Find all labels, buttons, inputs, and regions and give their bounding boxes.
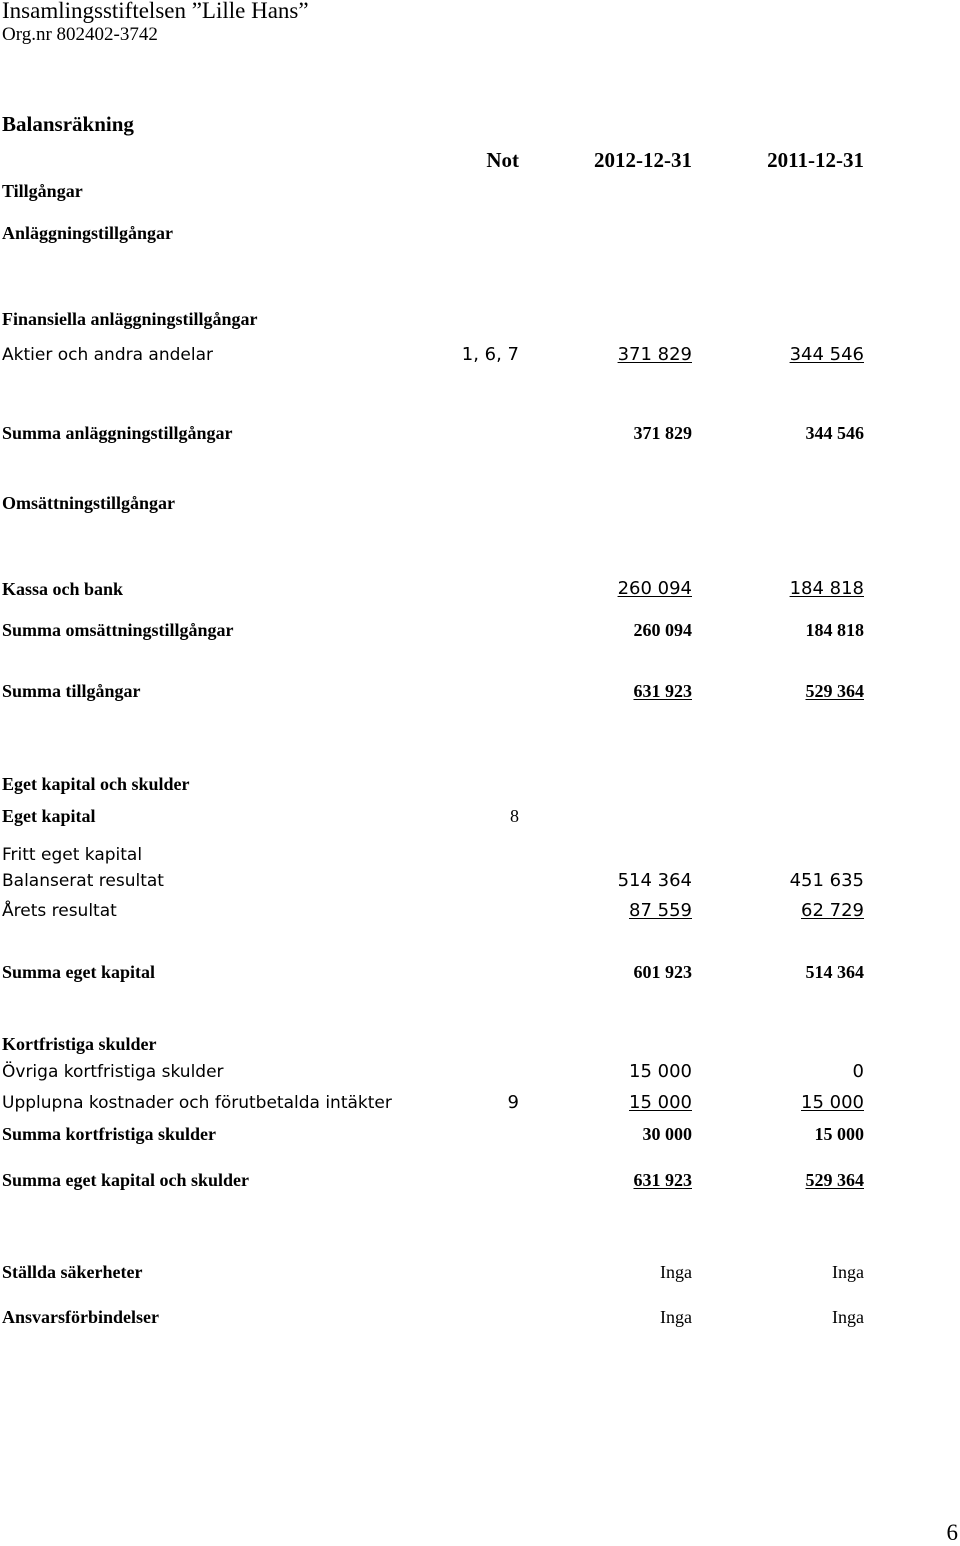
row-summa-tillg-2011: 529 364 [805,681,864,701]
page-title: Balansräkning [2,112,134,136]
row-summa-tillg-label: Summa tillgångar [2,681,141,701]
row-summa-eget-2011: 514 364 [805,962,864,982]
row-ovriga-2011: 0 [852,1061,864,1082]
row-summa-anl-2011: 344 546 [805,423,864,443]
row-summa-oms-label: Summa omsättningstillgångar [2,620,234,640]
row-summa-total-2011: 529 364 [805,1170,864,1190]
row-balanserat-label: Balanserat resultat [2,871,164,891]
row-stallda-label: Ställda säkerheter [2,1262,143,1282]
row-summa-tillg-2012: 631 923 [633,681,692,701]
row-kassa-label: Kassa och bank [2,579,124,599]
row-ovriga-2012: 15 000 [629,1061,692,1082]
row-ansvar-2011: Inga [832,1307,864,1327]
column-header-not: Not [486,148,519,172]
row-stallda-2012: Inga [660,1262,692,1282]
row-summa-kort-2011: 15 000 [814,1124,864,1144]
row-aktier-label: Aktier och andra andelar [2,345,214,365]
row-summa-eget-2012: 601 923 [633,962,692,982]
row-ovriga-label: Övriga kortfristiga skulder [2,1062,224,1082]
row-summa-eget-label: Summa eget kapital [2,962,155,982]
row-eget-kapital-note: 8 [510,806,519,826]
row-balanserat-2012: 514 364 [617,870,692,891]
row-summa-anl-2012: 371 829 [633,423,692,443]
subsection-finansiella: Finansiella anläggningstillgångar [2,309,258,329]
row-ansvar-2012: Inga [660,1307,692,1327]
page-number: 6 [946,1520,958,1545]
row-kassa-2012: 260 094 [617,578,692,599]
row-summa-anl-label: Summa anläggningstillgångar [2,423,233,443]
row-upplupna-note: 9 [507,1092,519,1113]
row-ansvar-label: Ansvarsförbindelser [2,1307,159,1327]
section-tillgangar: Tillgångar [2,181,83,201]
organization-number: Org.nr 802402-3742 [2,24,158,45]
row-kassa-2011: 184 818 [789,578,864,599]
subsection-eget-kapital: Eget kapital [2,806,96,826]
row-summa-total-label: Summa eget kapital och skulder [2,1170,250,1190]
row-upplupna-2012: 15 000 [629,1092,692,1113]
organization-name: Insamlingsstiftelsen ”Lille Hans” [2,0,309,23]
row-aktier-2012: 371 829 [617,344,692,365]
section-omsattningstillgangar: Omsättningstillgångar [2,493,176,513]
row-arets-2012: 87 559 [629,900,692,921]
row-balanserat-2011: 451 635 [789,870,864,891]
row-aktier-note: 1, 6, 7 [461,344,519,365]
row-summa-kort-label: Summa kortfristiga skulder [2,1124,217,1144]
subsection-kortfristiga: Kortfristiga skulder [2,1034,157,1054]
row-upplupna-label: Upplupna kostnader och förutbetalda intäkter [2,1093,392,1113]
row-summa-oms-2011: 184 818 [805,620,864,640]
subsection-fritt: Fritt eget kapital [2,845,143,865]
row-summa-kort-2012: 30 000 [642,1124,692,1144]
row-summa-total-2012: 631 923 [633,1170,692,1190]
column-header-2011: 2011-12-31 [767,148,864,172]
row-aktier-2011: 344 546 [789,344,864,365]
row-arets-2011: 62 729 [801,900,864,921]
row-summa-oms-2012: 260 094 [633,620,692,640]
section-anlaggningstillgangar: Anläggningstillgångar [2,223,174,243]
column-header-2012: 2012-12-31 [594,148,692,172]
row-upplupna-2011: 15 000 [801,1092,864,1113]
row-stallda-2011: Inga [832,1262,864,1282]
row-arets-label: Årets resultat [2,901,117,921]
section-eget-och-skulder: Eget kapital och skulder [2,774,190,794]
